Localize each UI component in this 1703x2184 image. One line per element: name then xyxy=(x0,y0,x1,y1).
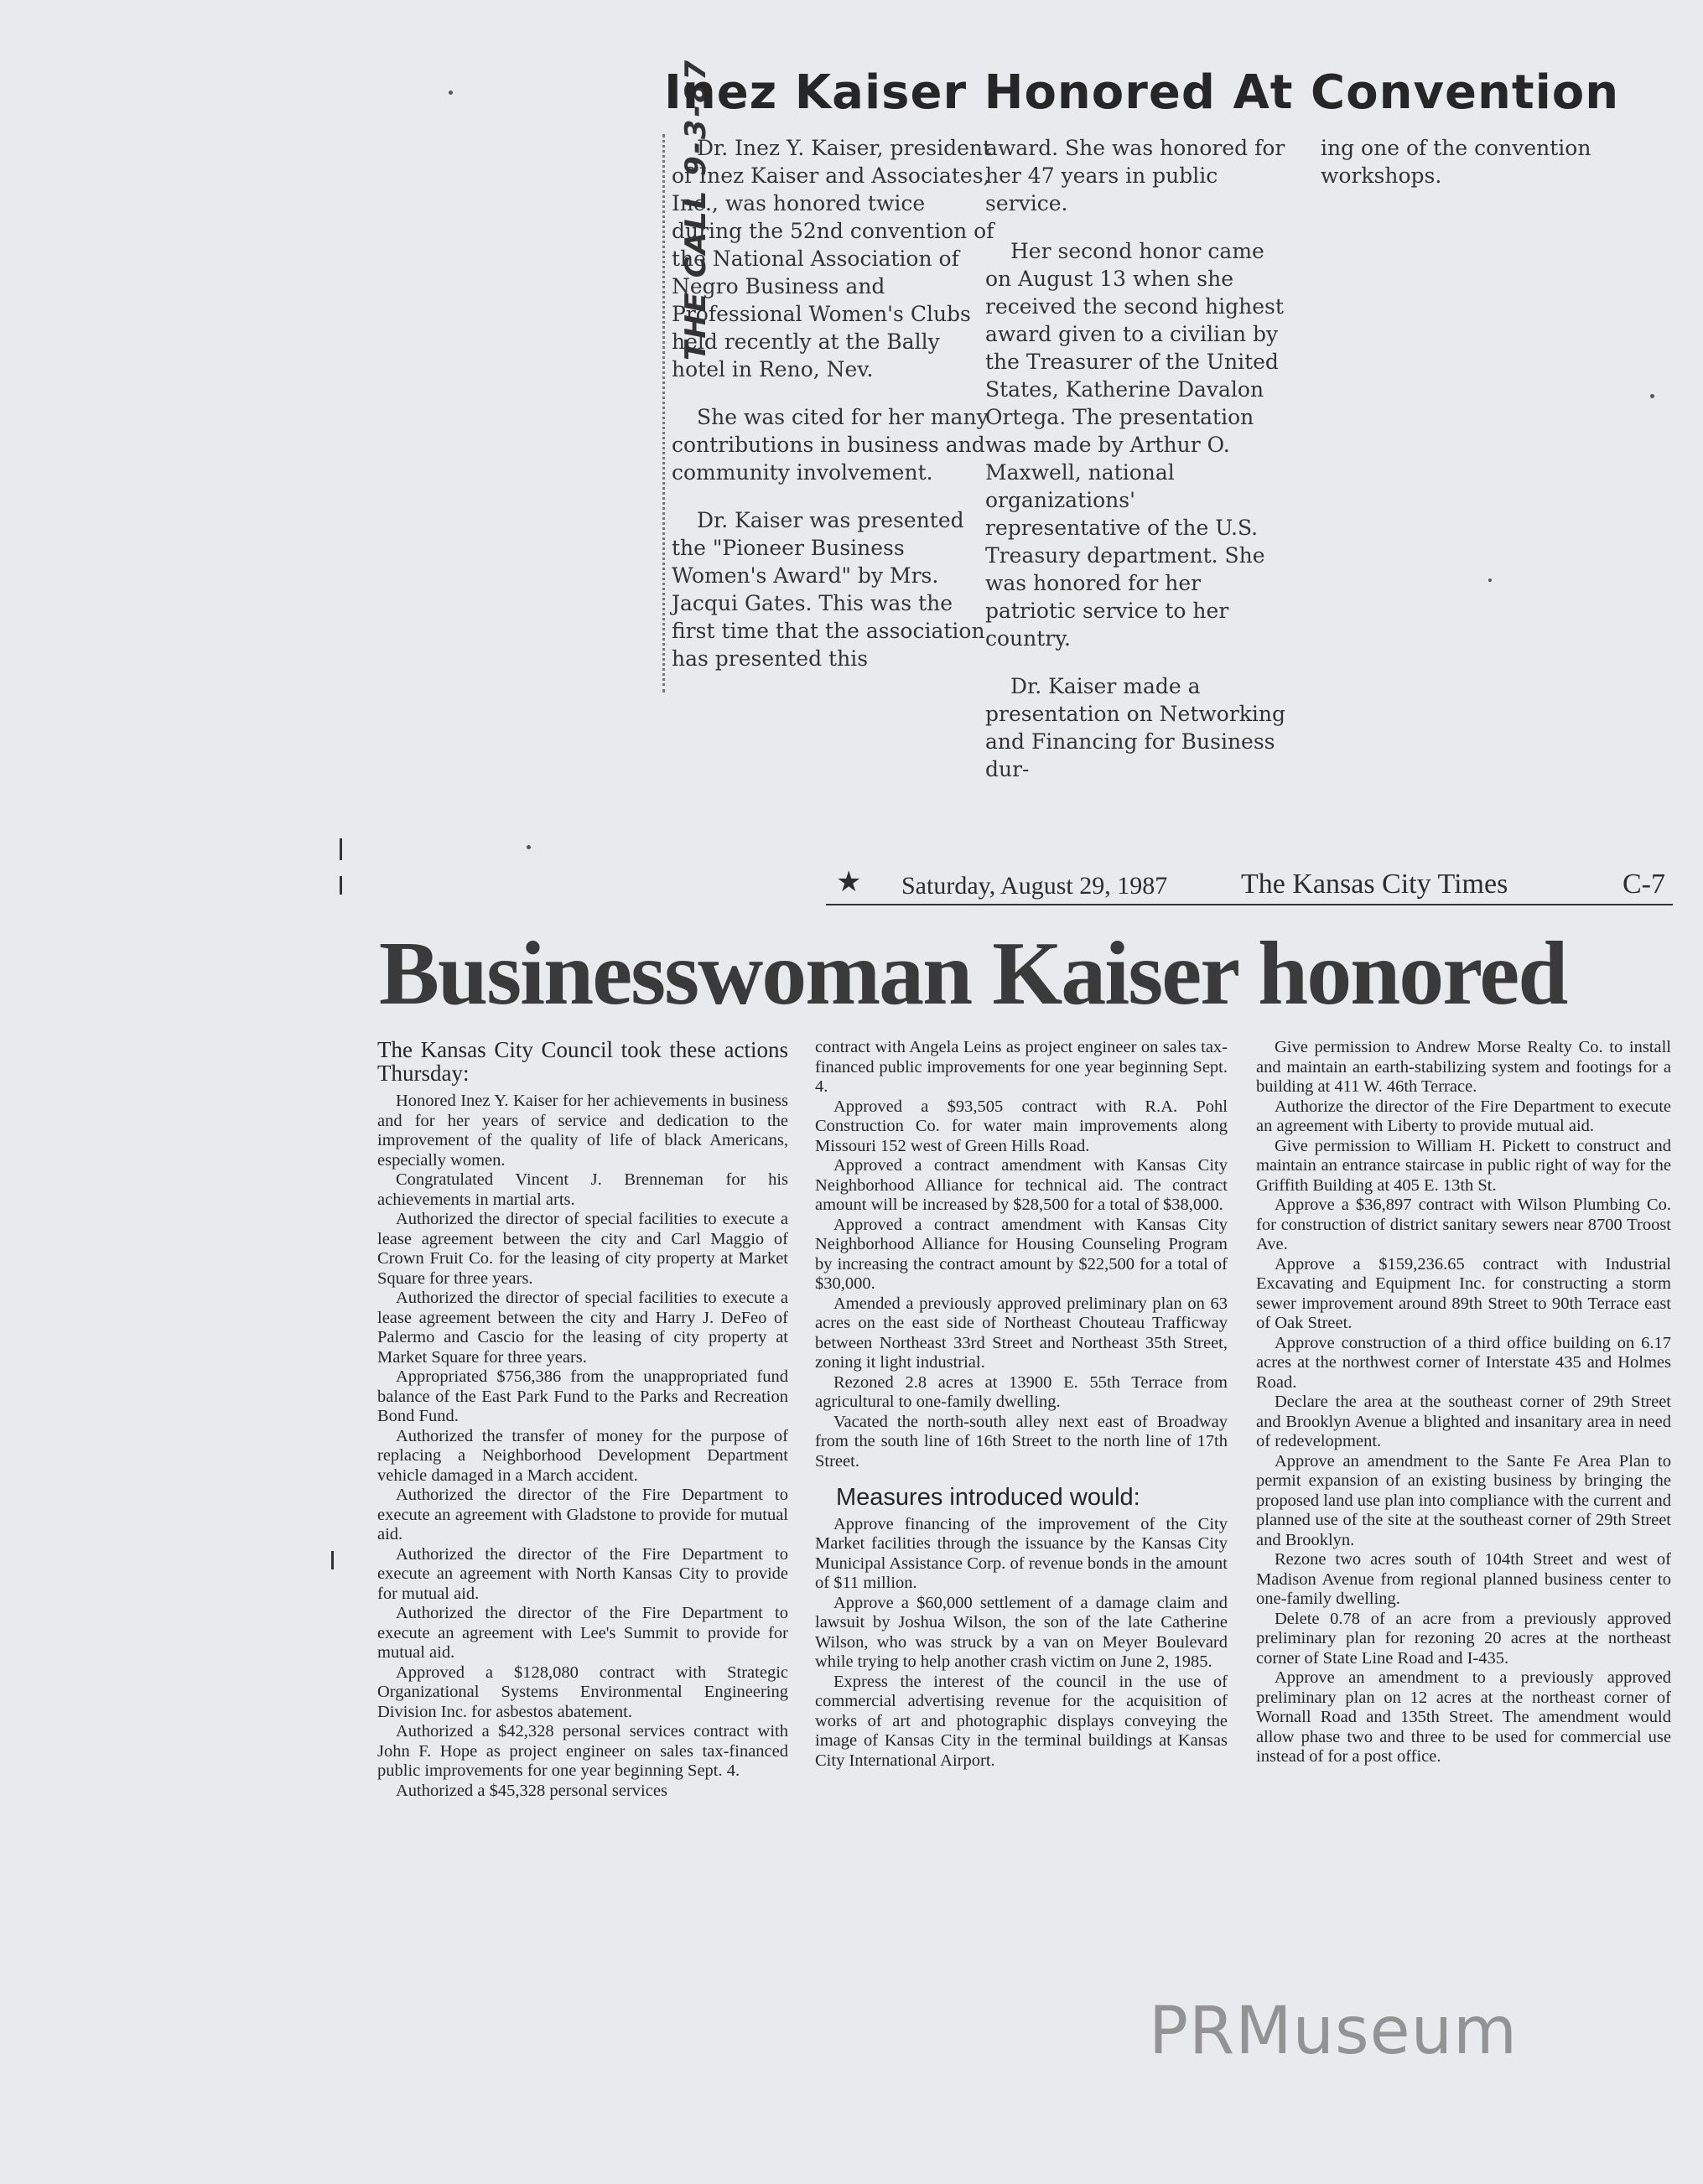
paragraph: Authorized the transfer of money for the purpose of replacing a Neighborhood Development Department vehicle damaged in a March accident. xyxy=(377,1426,788,1485)
scan-speck xyxy=(1650,394,1654,398)
paragraph: Approve a $36,897 contract with Wilson Plumbing Co. for construction of district sanitary sewers near 8700 Troost Ave. xyxy=(1256,1196,1671,1253)
paragraph: contract with Angela Leins as project engineer on sales tax-financed public improvements for one year beginning Sept. 4. xyxy=(815,1038,1228,1096)
paragraph: Amended a previously approved preliminary plan on 63 acres on the east side of Northeast Chouteau Trafficway between Northeast 33rd Street and Northeast 35th Street, zoning it light industrial. xyxy=(815,1294,1228,1372)
paragraph: award. She was honored for her 47 years in public service. xyxy=(985,136,1285,215)
paragraph: Rezoned 2.8 acres at 13900 E. 55th Terrace from agricultural to one-family dwelling. xyxy=(815,1372,1228,1411)
measures-list-continued xyxy=(1256,1038,1671,1767)
article-column-2 xyxy=(985,134,1295,803)
paragraph: Rezone two acres south of 104th Street and west of Madison Avenue from regional planned business center to one-family dwelling. xyxy=(1256,1550,1671,1608)
paragraph: Authorized the director of the Fire Department to execute an agreement with Gladstone to provide for mutual aid. xyxy=(377,1486,788,1543)
council-column-3 xyxy=(1256,1038,1671,1767)
paragraph: Dr. Kaiser was presented the "Pioneer Business Women's Award" by Mrs. Jacqui Gates. This was the first time that the association has presented this xyxy=(672,508,985,671)
council-column-1 xyxy=(377,1038,788,1801)
paragraph: Declare the area at the southeast corner of 29th Street and Brooklyn Avenue a blighted and insanitary area in need of redevelopment. xyxy=(1256,1393,1671,1450)
page-number: C-7 xyxy=(1623,869,1665,900)
article-column-1 xyxy=(662,134,999,693)
paragraph: Authorized the director of the Fire Department to execute an agreement with Lee's Summit to provide for mutual aid. xyxy=(377,1604,788,1662)
paragraph: ing one of the convention workshops. xyxy=(1321,136,1591,188)
scan-speck xyxy=(527,845,531,849)
paragraph: Authorized the director of special facilities to execute a lease agreement between the city and Carl Maggio of Crown Fruit Co. for the leasing of city property at Market Square for three years. xyxy=(377,1210,788,1288)
paragraph: Approved a $128,080 contract with Strategic Organizational Systems Environmental Engineering Division Inc. for asbestos abatement. xyxy=(377,1663,788,1721)
newspaper-name: The Kansas City Times xyxy=(1241,869,1508,900)
paragraph: Approved a $93,505 contract with R.A. Pohl Construction Co. for water main improvements along Missouri 152 west of Green Hills Road. xyxy=(815,1097,1228,1155)
council-actions-list-2 xyxy=(815,1038,1228,1471)
star-icon: ★ xyxy=(836,867,862,898)
paragraph: Authorized a $45,328 personal services xyxy=(396,1781,667,1800)
paragraph: Honored Inez Y. Kaiser for her achievements in business and for her years of service and dedication to the improvement of the quality of life of black Americans, especially women. xyxy=(377,1092,788,1170)
scan-speck xyxy=(449,91,453,95)
paragraph: Give permission to William H. Pickett to construct and maintain an entrance staircase in public right of way for the Griffith Building at 405 E. 13th St. xyxy=(1256,1136,1671,1195)
paragraph: Give permission to Andrew Morse Realty Co. to install and maintain an earth-stabilizing system and footings for a building at 411 W. 46th Terrace. xyxy=(1256,1038,1671,1096)
prmuseum-watermark: PRMuseum xyxy=(1149,1994,1519,2069)
scan-mark xyxy=(340,838,342,860)
scan-mark xyxy=(331,1551,334,1569)
measures-list xyxy=(815,1515,1228,1772)
newspaper-folio xyxy=(826,869,1673,905)
paragraph: Express the interest of the council in the use of commercial advertising revenue for the acquisition of works of art and photographic displays conveying the image of Kansas City in the terminal buildings at Kansas City International Airport. xyxy=(815,1672,1228,1770)
paragraph: Authorized the director of special facilities to execute a lease agreement between the city and Harry J. DeFeo of Palermo and Cascio for the leasing of city property at Market Square for three years. xyxy=(377,1289,788,1367)
paragraph: Approve a $159,236.65 contract with Industrial Excavating and Equipment Inc. for constructing a storm sewer improvement around 89th Street to 90th Terrace east of Oak Street. xyxy=(1256,1254,1671,1332)
folio-date: Saturday, August 29, 1987 xyxy=(901,872,1168,900)
paragraph: Authorize the director of the Fire Department to execute an agreement with Liberty to provide mutual aid. xyxy=(1256,1097,1671,1135)
article-column-3 xyxy=(1321,134,1639,210)
paragraph: Delete 0.78 of an acre from a previously approved preliminary plan for rezoning 20 acres at the northeast corner of State Line Road and I-435. xyxy=(1256,1609,1671,1668)
paragraph: Congratulated Vincent J. Brenneman for his achievements in martial arts. xyxy=(377,1170,788,1209)
paragraph: Approve financing of the improvement of the City Market facilities through the issuance by the Kansas City Municipal Assistance Corp. of revenue bonds in the amount of $11 million. xyxy=(815,1514,1228,1592)
paragraph: Dr. Inez Y. Kaiser, president of Inez Kaiser and Associates, Inc., was honored twice during the 52nd convention of the National Association of Negro Business and Professional Women's Clubs held recently at the Bally hotel in Reno, Nev. xyxy=(672,136,994,381)
paragraph: Authorized the director of the Fire Department to execute an agreement with North Kansas City to provide for mutual aid. xyxy=(377,1544,788,1603)
scan-speck xyxy=(1488,578,1492,582)
paragraph: Approve a $60,000 settlement of a damage claim and lawsuit by Joshua Wilson, the son of the late Catherine Wilson, who was struck by a van on Meyer Boulevard while trying to help another crash victim on June 2, 1985. xyxy=(815,1593,1228,1671)
paragraph: Authorized a $42,328 personal services contract with John F. Hope as project engineer on sales tax-financed public improvements for one year beginning Sept. 4. xyxy=(377,1722,788,1780)
measures-subheading: Measures introduced would: xyxy=(836,1484,1140,1511)
clipping-headline: Inez Kaiser Honored At Convention xyxy=(664,65,1620,120)
paragraph: Her second honor came on August 13 when she received the second highest award given to a civilian by the Treasurer of the United States, Katherine Davalon Ortega. The presentation was made by Arthur O. Maxwell, national organizations' representative of the U.S. Treasury department. She was honored for her patriotic service to her country. xyxy=(985,239,1284,651)
article-headline: Businesswoman Kaiser honored xyxy=(379,924,1567,1024)
paragraph: Approved a contract amendment with Kansas City Neighborhood Alliance for Housing Counseling Program by increasing the contract amount by $22,500 for a total of $30,000. xyxy=(815,1215,1228,1293)
paragraph: Approve construction of a third office building on 6.17 acres at the northwest corner of Interstate 435 and Holmes Road. xyxy=(1256,1333,1671,1392)
paragraph: Vacated the north-south alley next east of Broadway from the south line of 16th Street to the north line of 17th Street. xyxy=(815,1412,1228,1471)
council-actions-list-1 xyxy=(377,1092,788,1801)
article-lead: The Kansas City Council took these actions Thursday: xyxy=(377,1037,788,1086)
paragraph: Appropriated $756,386 from the unappropriated fund balance of the East Park Fund to the Parks and Recreation Bond Fund. xyxy=(377,1367,788,1425)
paragraph: She was cited for her many contributions in business and community involvement. xyxy=(672,405,989,485)
paragraph: Dr. Kaiser made a presentation on Networking and Financing for Business dur- xyxy=(985,674,1286,781)
handwritten-source-note: THE CALL 9-3-87 xyxy=(679,58,713,361)
council-column-2 xyxy=(815,1038,1228,1771)
scan-mark xyxy=(340,876,342,895)
clipping-the-call xyxy=(637,50,1643,781)
paragraph: Approve an amendment to the Sante Fe Area Plan to permit expansion of an existing business by bringing the proposed land use plan into compliance with the current and planned use of the site at the southeast corner of 29th Street and Brooklyn. xyxy=(1256,1451,1671,1549)
paragraph: Approved a contract amendment with Kansas City Neighborhood Alliance for technical aid. The contract amount will be increased by $28,500 for a total of $38,000. xyxy=(815,1156,1228,1214)
paragraph: Approve an amendment to a previously approved preliminary plan on 12 acres at the northeast corner of Wornall Road and 135th Street. The amendment would allow phase two and three to be used for commercial use instead of for a post office. xyxy=(1256,1668,1671,1766)
